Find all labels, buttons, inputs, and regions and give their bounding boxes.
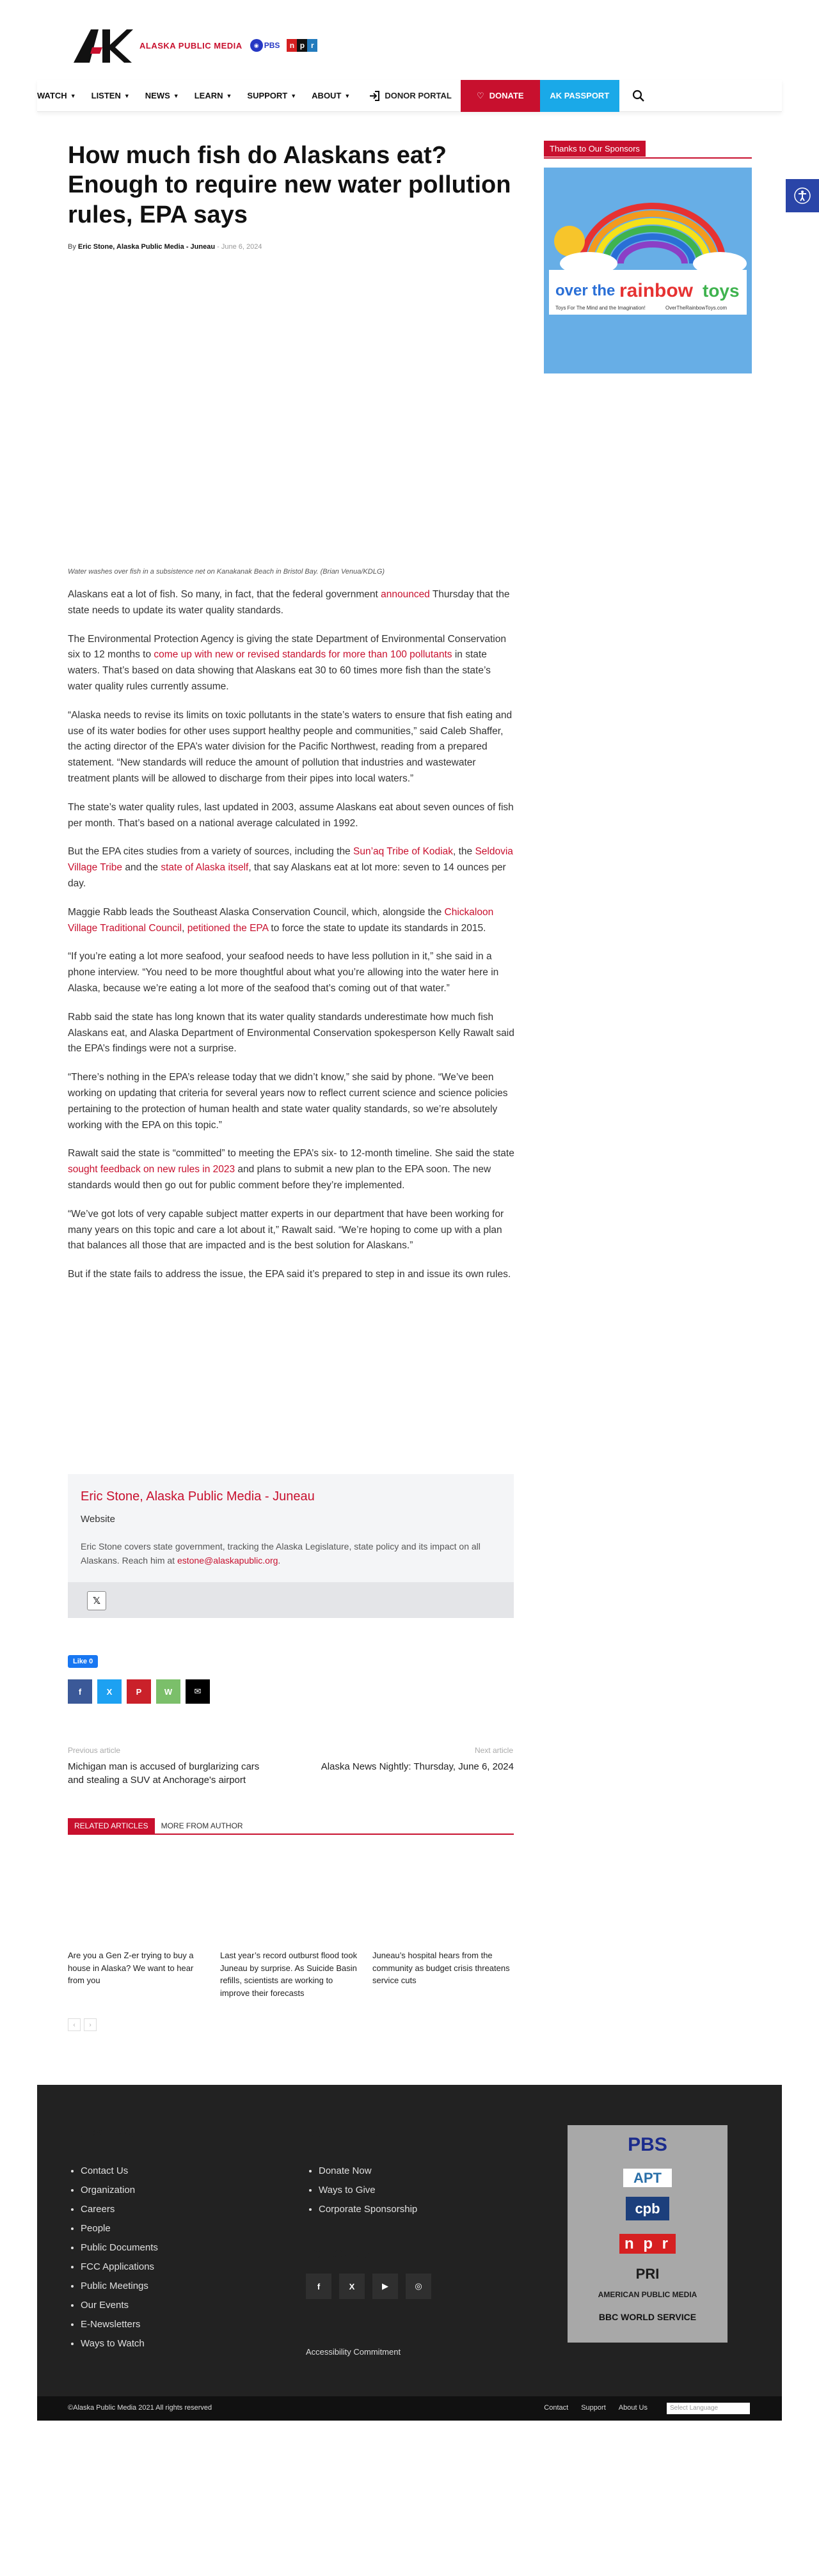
related-thumbnail <box>372 1848 514 1944</box>
tab-more-from-author[interactable]: MORE FROM AUTHOR <box>161 1821 243 1830</box>
nav-learn[interactable]: LEARN ▼ <box>194 91 232 100</box>
author-name-link[interactable]: Eric Stone, Alaska Public Media - Juneau <box>81 1489 315 1504</box>
accessibility-icon <box>794 187 811 204</box>
next-article-label: Next article <box>474 1746 513 1755</box>
contribute-heading: CONTRIBUTE <box>306 2127 378 2139</box>
related-card[interactable]: Are you a Gen Z-er trying to buy a house in Alaska? We want to hear from you <box>68 1848 210 1987</box>
subfooter-link-support[interactable]: Support <box>581 2404 606 2412</box>
language-select[interactable]: Select Language <box>667 2403 750 2414</box>
x-share-icon[interactable]: X <box>97 1679 122 1704</box>
footer-link[interactable]: • Careers <box>81 2200 158 2219</box>
sponsor-ad[interactable] <box>544 168 752 373</box>
pbs-logo[interactable]: PBS <box>628 2134 667 2155</box>
chevron-down-icon: ▼ <box>123 92 130 99</box>
paragraph: Maggie Rabb leads the Southeast Alaska Conservation Council, which, alongside the Chickaloon Village Traditional Council, petitioned the EPA to force the state to update its standards in 2015. <box>68 906 494 934</box>
footer-link[interactable]: • People <box>81 2219 158 2238</box>
bbc-world-service-logo[interactable]: BBC WORLD SERVICE <box>598 2312 697 2322</box>
pri-logo[interactable]: PRI <box>635 2266 660 2282</box>
pbs-icon: ◉ <box>250 39 263 52</box>
inline-link[interactable]: Seldovia Village Tribe <box>68 846 513 874</box>
pbs-logo: ◉ PBS <box>250 39 280 52</box>
donor-portal-link[interactable]: DONOR PORTAL <box>369 91 451 101</box>
image-caption: Water washes over fish in a subsistence net on Kanakanak Beach in Bristol Bay. (Brian Venua/KDLG) <box>68 568 385 576</box>
svg-text:OverTheRainbowToys.com: OverTheRainbowToys.com <box>665 305 728 311</box>
site-logo[interactable] <box>70 26 317 65</box>
paragraph: “If you’re eating a lot more seafood, your seafood needs to have less pollution in it,” she said in a phone interview. “You need to be more thoughtful about what you’re allowing into the water here in Alaska, because we’re eating a lot more of the seafood that’s coming out of that water.” <box>68 951 499 994</box>
footer-link[interactable]: • Corporate Sponsorship <box>319 2200 417 2219</box>
npr-logo: n p r <box>287 39 317 52</box>
related-thumbnail <box>220 1848 362 1944</box>
contribute-list <box>306 2162 417 2219</box>
footer-link[interactable]: • E-Newsletters <box>81 2315 158 2334</box>
american-public-media-logo[interactable]: AMERICAN PUBLIC MEDIA <box>598 2290 697 2299</box>
prev-article-link[interactable]: Michigan man is accused of burglarizing cars and stealing a SUV at Anchorage's airport <box>68 1761 260 1786</box>
rainbow-toys-ad-art <box>544 168 752 373</box>
svg-text:Toys For The Mind and the Imag: Toys For The Mind and the Imagination! <box>555 305 646 311</box>
svg-text:toys: toys <box>703 281 740 301</box>
chevron-down-icon: ▼ <box>70 92 76 99</box>
next-article-link[interactable]: Alaska News Nightly: Thursday, June 6, 2024 <box>321 1761 514 1772</box>
footer-link[interactable]: • Organization <box>81 2181 158 2200</box>
footer-social-icons <box>306 2274 431 2299</box>
chevron-down-icon: ▼ <box>226 92 232 99</box>
ak-logo-mark <box>70 26 134 65</box>
accessibility-toolbar-button[interactable] <box>786 179 819 212</box>
sign-in-icon <box>369 91 379 101</box>
youtube-icon[interactable]: ▶ <box>372 2274 398 2299</box>
x-twitter-icon[interactable]: X <box>339 2274 365 2299</box>
chevron-down-icon: ▼ <box>290 92 297 99</box>
prev-page-button[interactable]: ‹ <box>68 2018 81 2031</box>
copyright: ©Alaska Public Media 2021 All rights reserved <box>68 2404 212 2412</box>
sponsor-heading: Thanks to Our Sponsors <box>544 141 752 159</box>
svg-text:over the: over the <box>555 282 616 299</box>
article-body <box>68 587 514 1296</box>
related-card[interactable]: Last year’s record outburst flood took Juneau by surprise. As Suicide Basin refills, scientists are working to improve their forecasts <box>220 1848 362 1999</box>
donate-button[interactable]: ♡ DONATE <box>461 80 540 112</box>
email-share-icon[interactable]: ✉ <box>186 1679 210 1704</box>
paragraph: “There’s nothing in the EPA’s release today that we didn’t know,” she said by phone. “We’ve been working on updating that criteria for several years now to reflect current science and science policies pertaining to the protection of human health and state water quality standards, so we’re absolutely working with the EPA on this topic.” <box>68 1072 508 1131</box>
whatsapp-share-icon[interactable]: W <box>156 1679 180 1704</box>
share-buttons <box>68 1679 210 1704</box>
byline: By Eric Stone, Alaska Public Media - Juneau - June 6, 2024 <box>68 243 262 251</box>
facebook-share-icon[interactable]: f <box>68 1679 92 1704</box>
main-nav <box>37 80 782 112</box>
heart-icon: ♡ <box>477 90 484 100</box>
author-email-link[interactable]: estone@alaskapublic.org <box>177 1555 278 1566</box>
footer-link[interactable]: • FCC Applications <box>81 2258 158 2277</box>
x-twitter-icon[interactable]: 𝕏 <box>87 1591 106 1610</box>
article-title: How much fish do Alaskans eat? Enough to require new water pollution rules, EPA says <box>68 142 511 228</box>
footer-link[interactable]: • Public Meetings <box>81 2277 158 2296</box>
subfooter-links <box>544 2404 648 2412</box>
subfooter <box>37 2396 782 2421</box>
inline-link[interactable]: come up with new or revised standards for more than 100 pollutants <box>154 649 452 661</box>
accessibility-commitment-link[interactable]: Accessibility Commitment <box>306 2347 401 2357</box>
inline-link[interactable]: sought feedback on new rules in 2023 <box>68 1164 235 1175</box>
facebook-like-button[interactable]: Like 0 <box>68 1655 98 1668</box>
pinterest-share-icon[interactable]: P <box>127 1679 151 1704</box>
nav-news[interactable]: NEWS ▼ <box>145 91 179 100</box>
footer-link[interactable]: • Ways to Give <box>319 2181 417 2200</box>
paragraph: Rabb said the state has long known that its water quality standards underestimate how much fish Alaskans eat, and Alaska Department of Environmental Conservation spokesperson Kelly Rawalt said the EPA’s findings were not a surprise. <box>68 1011 514 1055</box>
footer-link[interactable]: • Public Documents <box>81 2238 158 2258</box>
partner-logos <box>568 2125 728 2343</box>
nav-listen[interactable]: LISTEN ▼ <box>91 91 130 100</box>
npr-logo[interactable]: n p r <box>568 2235 728 2253</box>
footer-link[interactable]: • Contact Us <box>81 2162 158 2181</box>
chevron-down-icon: ▼ <box>344 92 351 99</box>
related-tabs <box>68 1818 514 1835</box>
inline-link[interactable]: Sun’aq Tribe of Kodiak <box>353 846 453 858</box>
inline-link[interactable]: state of Alaska itself <box>161 862 249 874</box>
paragraph: “We’ve got lots of very capable subject matter experts in our department that have been working for many years on this topic and care a lot about it,” Rawalt said. “We’re hoping to come up with a plan that balances all those that are impacted and is the best solution for Alaskans.” <box>68 1208 504 1252</box>
inline-link[interactable]: Chickaloon Village Traditional Council <box>68 906 494 934</box>
next-page-button[interactable]: › <box>84 2018 97 2031</box>
nav-support[interactable]: SUPPORT ▼ <box>247 91 297 100</box>
author-social-bar <box>68 1582 514 1618</box>
author-link[interactable]: Eric Stone, Alaska Public Media - Juneau <box>77 243 216 251</box>
inline-link[interactable]: announced <box>381 589 430 600</box>
subfooter-link-contact[interactable]: Contact <box>544 2404 569 2412</box>
paragraph: Rawalt said the state is “committed” to meeting the EPA’s six- to 12-month timeline. She said the state sought feedback on new rules in 2023 and plans to submit a new plan to the EPA soon. The new standards would then go out for public comment before they’re implemented. <box>68 1148 514 1191</box>
related-pager <box>68 2018 97 2031</box>
nav-watch[interactable]: WATCH ▼ <box>37 91 76 100</box>
featured-image-placeholder <box>68 259 513 563</box>
nav-about[interactable]: ABOUT ▼ <box>312 91 351 100</box>
subfooter-link-about[interactable]: About Us <box>618 2404 648 2412</box>
chevron-down-icon: ▼ <box>173 92 179 99</box>
search-icon[interactable] <box>632 90 645 102</box>
related-card[interactable]: Juneau’s hospital hears from the community as budget crisis threatens service cuts <box>372 1848 514 1987</box>
prev-article-label: Previous article <box>68 1746 121 1755</box>
passport-button[interactable]: AK PASSPORT <box>540 80 619 112</box>
quick-links-list <box>68 2162 158 2353</box>
paragraph: “Alaska needs to revise its limits on toxic pollutants in the state’s waters to ensure that fish eating and use of its water bodies for other uses support healthy people and communities,” said Caleb Shaffer, the acting director of the EPA’s water division for the Pacific Northwest, reading from a prepared statement. “New standards will reduce the amount of pollution that industries and wastewater treatment plants will be allowed to discharge from their pipes into local waters.” <box>68 709 513 784</box>
publish-date: June 6, 2024 <box>221 243 262 251</box>
author-bio: Eric Stone covers state government, tracking the Alaska Legislature, state policy and its impact on all Alaskans. Reach him at estone@alaskapublic.org. <box>81 1541 481 1566</box>
follow-us-heading: FOLLOW US <box>306 2248 371 2260</box>
paragraph: The state’s water quality rules, last updated in 2003, assume Alaskans eat about seven ounces of fish per month. That’s based on a national average calculated in 1992. <box>68 801 514 829</box>
paragraph: Alaskans eat a lot of fish. So many, in fact, that the federal government announced Thursday that the state needs to update its water quality standards. <box>68 589 510 616</box>
paragraph: The Environmental Protection Agency is giving the state Department of Environmental Conservation six to 12 months to come up with new or revised standards for more than 100 pollutants in state waters. That’s based on data showing that Alaskans eat 30 to 60 times more fish than the state’s water quality rules currently assume. <box>68 633 506 692</box>
author-box <box>68 1474 514 1618</box>
facebook-icon[interactable]: f <box>306 2274 331 2299</box>
svg-text:rainbow: rainbow <box>619 280 694 301</box>
apt-logo[interactable]: APT <box>568 2170 728 2187</box>
inline-link[interactable]: petitioned the EPA <box>187 922 269 934</box>
footer-link[interactable]: • Ways to Watch <box>81 2334 158 2353</box>
paragraph: But if the state fails to address the issue, the EPA said it’s prepared to step in and issue its own rules. <box>68 1269 511 1280</box>
footer-link[interactable]: • Our Events <box>81 2296 158 2315</box>
author-website-link[interactable]: Website <box>81 1514 115 1525</box>
instagram-icon[interactable]: ◎ <box>406 2274 431 2299</box>
tab-related-articles[interactable]: RELATED ARTICLES <box>68 1818 155 1834</box>
quick-links-heading: QUICK LINKS <box>68 2127 139 2139</box>
site-name: ALASKA PUBLIC MEDIA <box>139 40 243 51</box>
related-thumbnail <box>68 1848 210 1944</box>
footer-link[interactable]: • Donate Now <box>319 2162 417 2181</box>
cpb-logo[interactable]: cpb <box>568 2201 728 2217</box>
paragraph: But the EPA cites studies from a variety of sources, including the Sun’aq Tribe of Kodiak, the Seldovia Village Tribe and the state of Alaska itself, that say Alaskans eat at lot more: seven to 14 ounces per day. <box>68 846 513 889</box>
